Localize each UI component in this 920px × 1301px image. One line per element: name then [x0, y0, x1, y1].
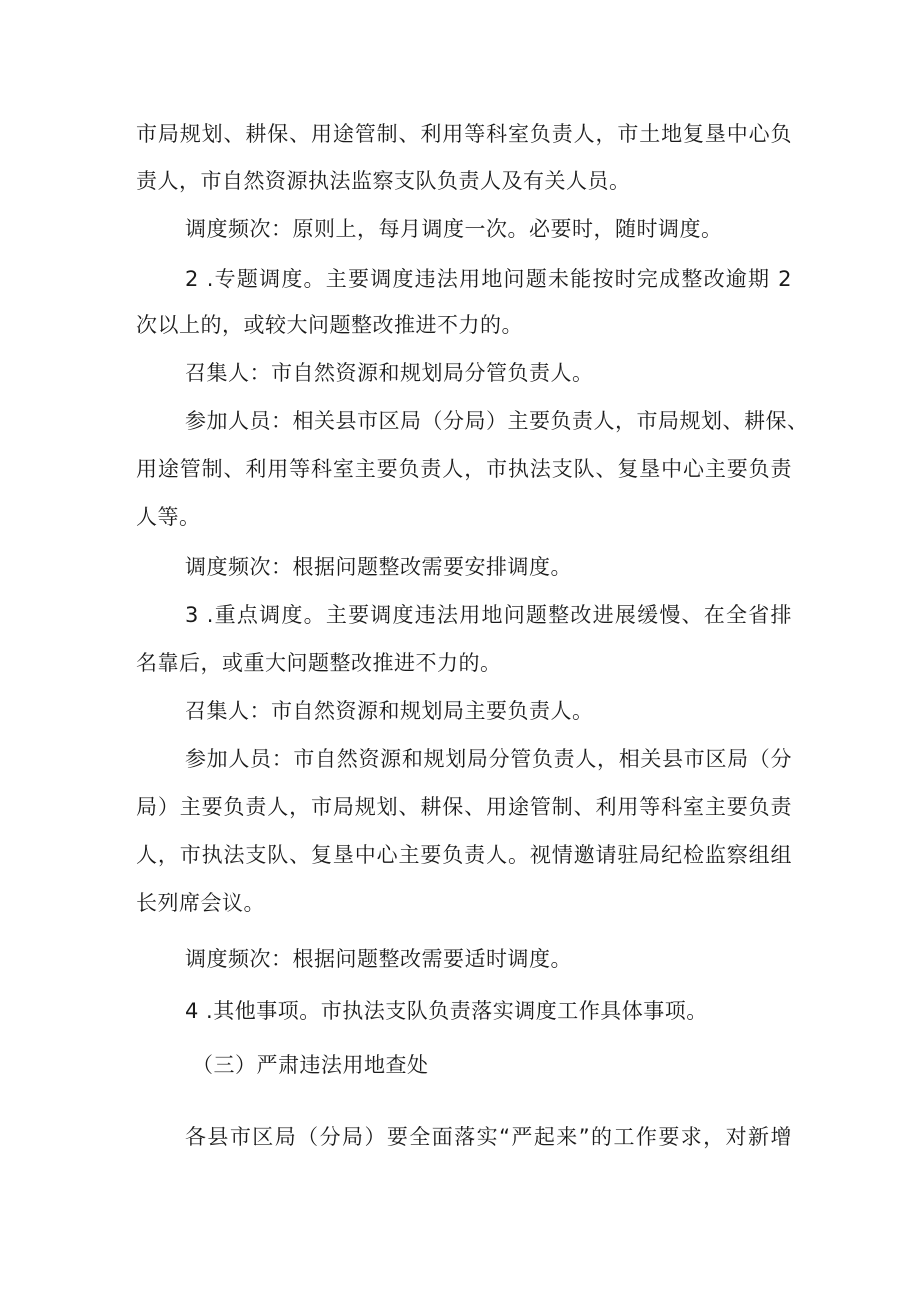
text-line-12: 名靠后，或重大问题整改推进不力的。	[136, 651, 502, 675]
text-line-21: 各县市区局（分局）要全面落实“严起来”的工作要求，对新增	[185, 1125, 792, 1149]
text-line-9: 人等。	[136, 505, 201, 529]
text-line-15: 局）主要负责人，市局规划、耕保、用途管制、利用等科室主要负责	[136, 795, 792, 819]
text-line-19: 4 .其他事项。市执法支队负责落实调度工作具体事项。	[185, 999, 708, 1023]
section-heading: （三）严肃违法用地查处	[192, 1053, 429, 1077]
text-line-18: 调度频次：根据问题整改需要适时调度。	[185, 947, 572, 971]
text-line-5: 次以上的，或较大问题整改推进不力的。	[136, 313, 523, 337]
text-line-16: 人，市执法支队、复垦中心主要负责人。视情邀请驻局纪检监察组组	[136, 843, 792, 867]
text-line-17: 长列席会议。	[136, 891, 265, 915]
text-line-8: 用途管制、利用等科室主要负责人，市执法支队、复垦中心主要负责	[136, 457, 792, 481]
text-line-11: 3 .重点调度。主要调度违法用地问题整改进展缓慢、在全省排	[185, 603, 792, 627]
text-line-14: 参加人员：市自然资源和规划局分管负责人，相关县市区局（分	[185, 747, 792, 771]
text-line-10: 调度频次：根据问题整改需要安排调度。	[185, 555, 572, 579]
text-line-6: 召集人：市自然资源和规划局分管负责人。	[185, 361, 594, 385]
text-line-4: 2 .专题调度。主要调度违法用地问题未能按时完成整改逾期 2	[185, 267, 792, 291]
text-line-1: 市局规划、耕保、用途管制、利用等科室负责人，市土地复垦中心负	[136, 122, 792, 146]
text-line-13: 召集人：市自然资源和规划局主要负责人。	[185, 699, 594, 723]
text-line-2: 责人，市自然资源执法监察支队负责人及有关人员。	[136, 169, 631, 193]
text-line-7: 参加人员：相关县市区局（分局）主要负责人，市局规划、耕保、	[185, 409, 809, 433]
text-line-3: 调度频次：原则上，每月调度一次。必要时，随时调度。	[185, 217, 723, 241]
